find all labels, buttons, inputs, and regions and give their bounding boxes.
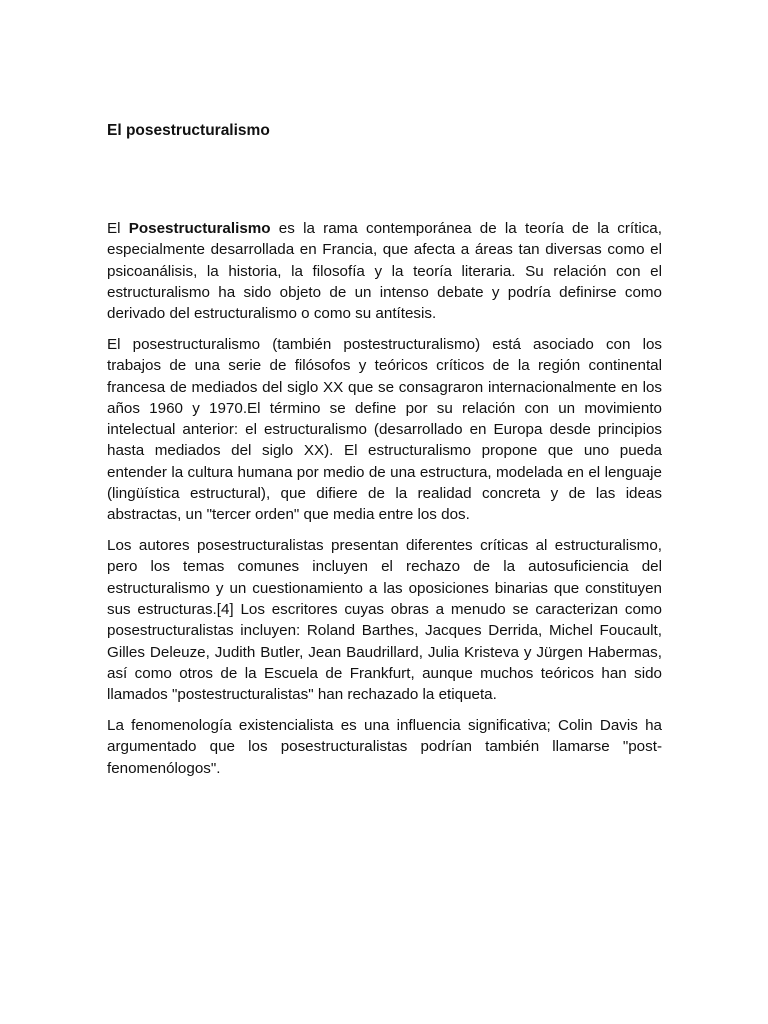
document-body: [107, 218, 662, 788]
paragraph-3: Los autores posestructuralistas presentan diferentes críticas al estructuralismo, pero los temas comunes incluyen el rechazo de la autosuficiencia del estructuralismo y un cuestionamiento a las oposiciones binarias que constituyen sus estructuras.[4] Los escritores cuyas obras a menudo se caracterizan como posestructuralistas incluyen: Roland Barthes, Jacques Derrida, Michel Foucault, Gilles Deleuze, Judith Butler, Jean Baudrillard, Julia Kristeva y Jürgen Habermas, así como otros de la Escuela de Frankfurt, aunque muchos teóricos han sido llamados "postestructuralistas" han rechazado la etiqueta.: [107, 537, 662, 704]
paragraph-4: La fenomenología existencialista es una influencia significativa; Colin Davis ha argumentado que los posestructuralistas podrían también llamarse "post-fenomenólogos".: [107, 717, 662, 777]
paragraph-1-lead: El: [107, 220, 129, 237]
paragraph-1: [107, 218, 662, 324]
paragraph-2: El posestructuralismo (también postestructuralismo) está asociado con los trabajos de una serie de filósofos y teóricos críticos de la región continental francesa de mediados del siglo XX que se consagraron internacionalmente en los años 1960 y 1970.El término se define por su relación con un movimiento intelectual anterior: el estructuralismo (desarrollado en Europa desde principios hasta mediados del siglo XX). El estructuralismo propone que uno pueda entender la cultura humana por medio de una estructura, modelada en el lenguaje (lingüística estructural), que difiere de la realidad concreta y de las ideas abstractas, un "tercer orden" que media entre los dos.: [107, 335, 662, 524]
document-title: El posestructuralismo: [107, 122, 270, 139]
paragraph-1-text: es la rama contemporánea de la teoría de la crítica, especialmente desarrollada en Francia, que afecta a áreas tan diversas como el psicoanálisis, la historia, la filosofía y la teoría literaria. Su relación con el estructuralismo ha sido objeto de un intenso debate y podría definirse como derivado del estructuralismo o como su antítesis.: [107, 220, 662, 323]
bold-term: Posestructuralismo: [128, 220, 271, 237]
